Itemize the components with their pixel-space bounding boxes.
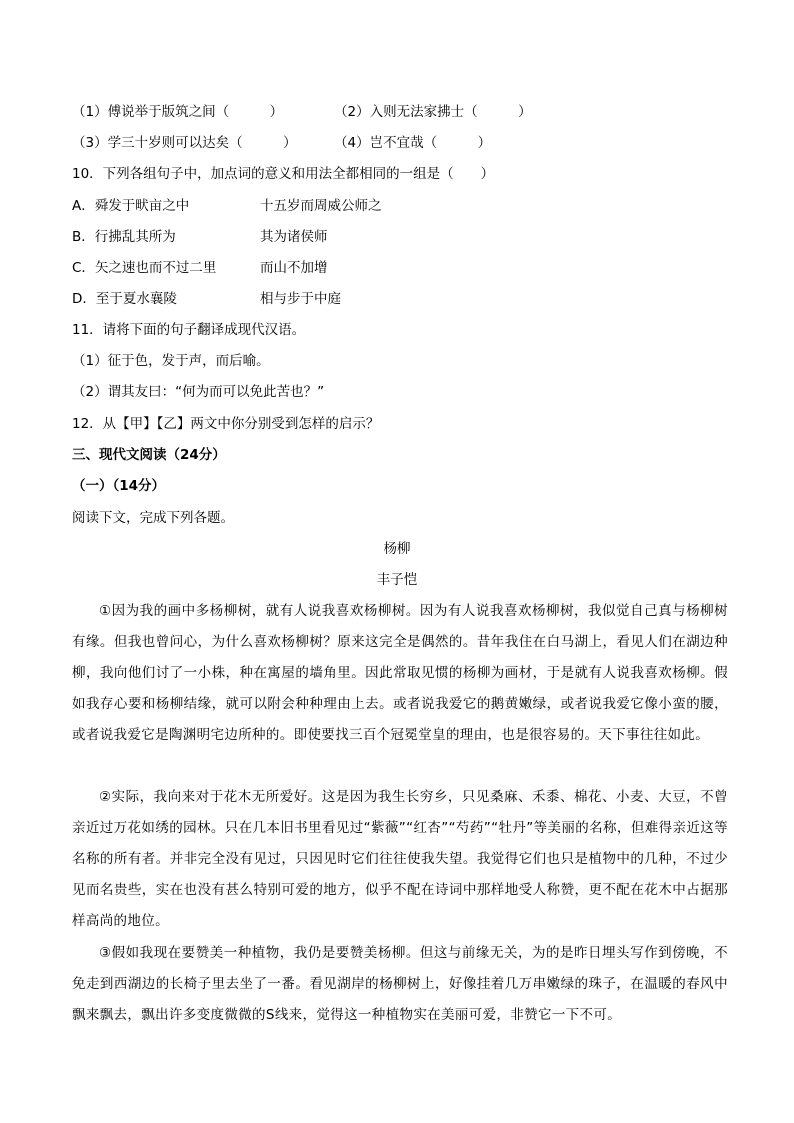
option-left-sentence: 行拂乱其所为 — [94, 229, 176, 245]
q10-option-a-right: 十五岁而周威公师之 — [260, 198, 382, 214]
q10-stem: 10．下列各组句子中，加点词的意义和用法全都相同的一组是（ ） — [72, 166, 495, 182]
sub-section-heading: （一）（14分） — [72, 478, 166, 494]
q10-option-c-right: 而山不加增 — [260, 260, 328, 276]
q9-item-4: （4）岂不宜哉（ ） — [334, 135, 492, 151]
reading-instruction: 阅读下文，完成下列各题。 — [72, 510, 234, 526]
article-title: 杨柳 — [383, 541, 411, 557]
q10-option-d — [72, 289, 177, 309]
option-label: D． — [72, 291, 96, 307]
section-heading: 三、现代文阅读（24分） — [72, 447, 226, 463]
article-paragraph-3: ③假如我现在要赞美一种植物，我仍是要赞美杨柳。但这与前缘无关，为的是昨日埋头写作到傍晚，不免走到西湖边的长椅子里去坐了一番。看见湖岸的杨柳树上，好像挂着几万串嫩绿的珠子，在温暖的春风中飘来飘去，飘出许多变度微微的S线来，觉得这一种植物实在美丽可爱，非赞它一下不可。 — [72, 945, 728, 1024]
q9-item-1: （1）傅说举于版筑之间（ ） — [72, 104, 284, 120]
article-paragraph-2: ②实际，我向来对于花木无所爱好。这是因为我生长穷乡，只见桑麻、禾黍、棉花、小麦、大豆，不曾亲近过万花如绣的园林。只在几本旧书里看见过“紫薇”“红杏”“芍药”“牡丹”等美丽的名称，但难得亲近这等名称的所有者。并非完全没有见过，只因见时它们往往使我失望。我觉得它们也只是植物中的几种，不过少见而名贵些，实在也没有甚么特别可爱的地方，似乎不配在诗词中那样地受人称赞，更不配在花木中占据那样高尚的地位。 — [72, 789, 728, 930]
option-left-sentence: 舜发于畎亩之中 — [94, 198, 190, 214]
option-left-sentence: 至于夏水襄陵 — [95, 291, 177, 307]
article-author: 丰子恺 — [376, 572, 418, 588]
option-left-sentence: 矢之速也而不过二里 — [94, 260, 217, 276]
q11-item-1: （1）征于色，发于声，而后喻。 — [72, 353, 270, 369]
q11-item-2: （2）谓其友曰：“何为而可以免此苦也？” — [72, 384, 325, 400]
q9-item-2: （2）入则无法家拂士（ ） — [334, 104, 532, 120]
q12-stem: 12．从【甲】【乙】两文中你分别受到怎样的启示？ — [72, 416, 380, 432]
q9-item-3: （3）学三十岁则可以达矣（ ） — [72, 135, 297, 151]
q10-option-c — [72, 258, 216, 278]
option-label: A． — [72, 198, 95, 214]
q10-option-d-right: 相与步于中庭 — [260, 291, 341, 307]
q11-stem: 11．请将下面的句子翻译成现代汉语。 — [72, 322, 306, 338]
q10-option-a — [72, 196, 189, 216]
option-label: C． — [72, 260, 95, 276]
article-paragraph-1: ①因为我的画中多杨柳树，就有人说我喜欢杨柳树。因为有人说我喜欢杨柳树，我似觉自己真与杨柳树有缘。但我也曾问心，为什么喜欢杨柳树？原来这完全是偶然的。昔年我住在白马湖上，看见人们在湖边种柳，我向他们讨了一小株，种在寓屋的墙角里。因此常取见惯的杨柳为画材，于是就有人说我喜欢杨柳。假如我存心要和杨柳结缘，就可以附会种种理由上去。或者说我爱它的鹅黄嫩绿，或者说我爱它像小蛮的腰，或者说我爱它是陶渊明宅边所种的。即使要找三百个冠冕堂皇的理由，也是很容易的。天下事往往如此。 — [72, 603, 728, 744]
option-label: B． — [72, 229, 95, 245]
q10-option-b — [72, 227, 176, 247]
q10-option-b-right: 其为诸侯师 — [260, 229, 328, 245]
